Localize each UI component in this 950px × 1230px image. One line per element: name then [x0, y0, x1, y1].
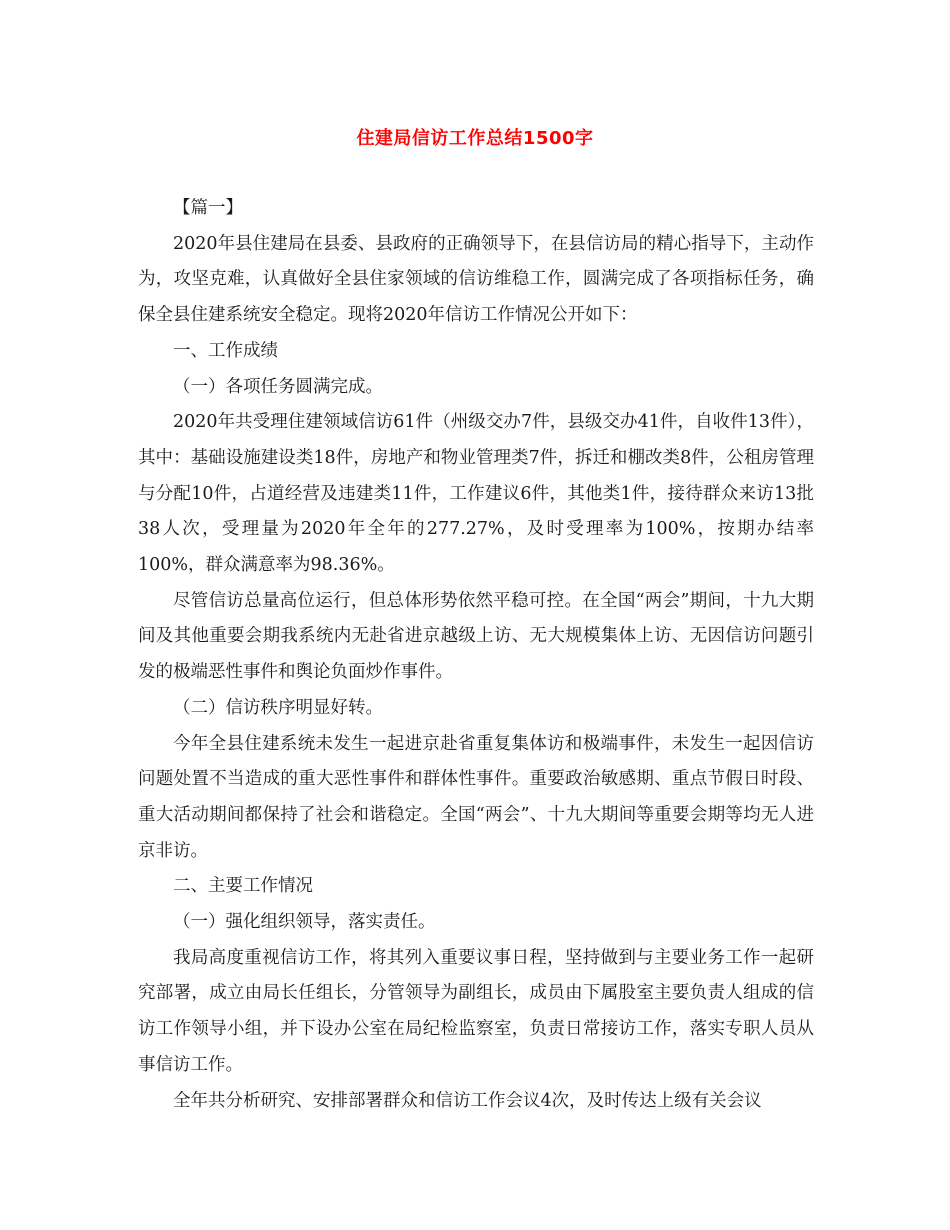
heading-work-results: 一、工作成绩 [173, 340, 278, 361]
subheading-leadership: （一）强化组织领导，落实责任。 [173, 912, 436, 933]
intro-paragraph: 2020年县住建局在县委、县政府的正确领导下，在县信访局的精心指导下，主动作为，攻坚克难，认真做好全县住家领域的信访维稳工作，圆满完成了各项指标任务，确保全县住建系统安全稳定。现将2020年信访工作情况公开如下： [138, 233, 814, 326]
overall-situation-paragraph: 尽管信访总量高位运行，但总体形势依然平稳可控。在全国“两会”期间，十九大期间及其他重要会期我系统内无赴省进京越级上访、无大规模集体上访、无因信访问题引发的极端恶性事件和舆论负面炒作事件。 [138, 590, 814, 683]
statistics-paragraph: 2020年共受理住建领域信访61件（州级交办7件，县级交办41件，自收件13件），其中：基础设施建设类18件，房地产和物业管理类7件，拆迁和棚改类8件，公租房管理与分配10件，占道经营及违建类11件，工作建议6件，其他类1件，接待群众来访13批38人次，受理量为2020年全年的277.27%，及时受理率为100%，按期办结率100%，群众满意率为98.36%。 [138, 412, 814, 576]
order-paragraph: 今年全县住建系统未发生一起进京赴省重复集体访和极端事件，未发生一起因信访问题处置不当造成的重大恶性事件和群体性事件。重要政治敏感期、重点节假日时段、重大活动期间都保持了社会和谐稳定。全国“两会”、十九大期间等重要会期等均无人进京非访。 [138, 733, 814, 861]
leadership-paragraph: 我局高度重视信访工作，将其列入重要议事日程，坚持做到与主要业务工作一起研究部署，成立由局长任组长，分管领导为副组长，成员由下属股室主要负责人组成的信访工作领导小组，并下设办公室在局纪检监察室，负责日常接访工作，落实专职人员从事信访工作。 [138, 947, 814, 1075]
section-heading-part-one: 【篇一】 [173, 198, 243, 218]
heading-main-work: 二、主要工作情况 [173, 876, 313, 897]
subheading-tasks-completed: （一）各项任务圆满完成。 [173, 376, 383, 397]
subheading-order-improved: （二）信访秩序明显好转。 [173, 697, 383, 718]
meetings-paragraph: 全年共分析研究、安排部署群众和信访工作会议4次，及时传达上级有关会议 [173, 1090, 762, 1111]
document-body [138, 191, 814, 1119]
document-title: 住建局信访工作总结1500字 [356, 128, 594, 149]
